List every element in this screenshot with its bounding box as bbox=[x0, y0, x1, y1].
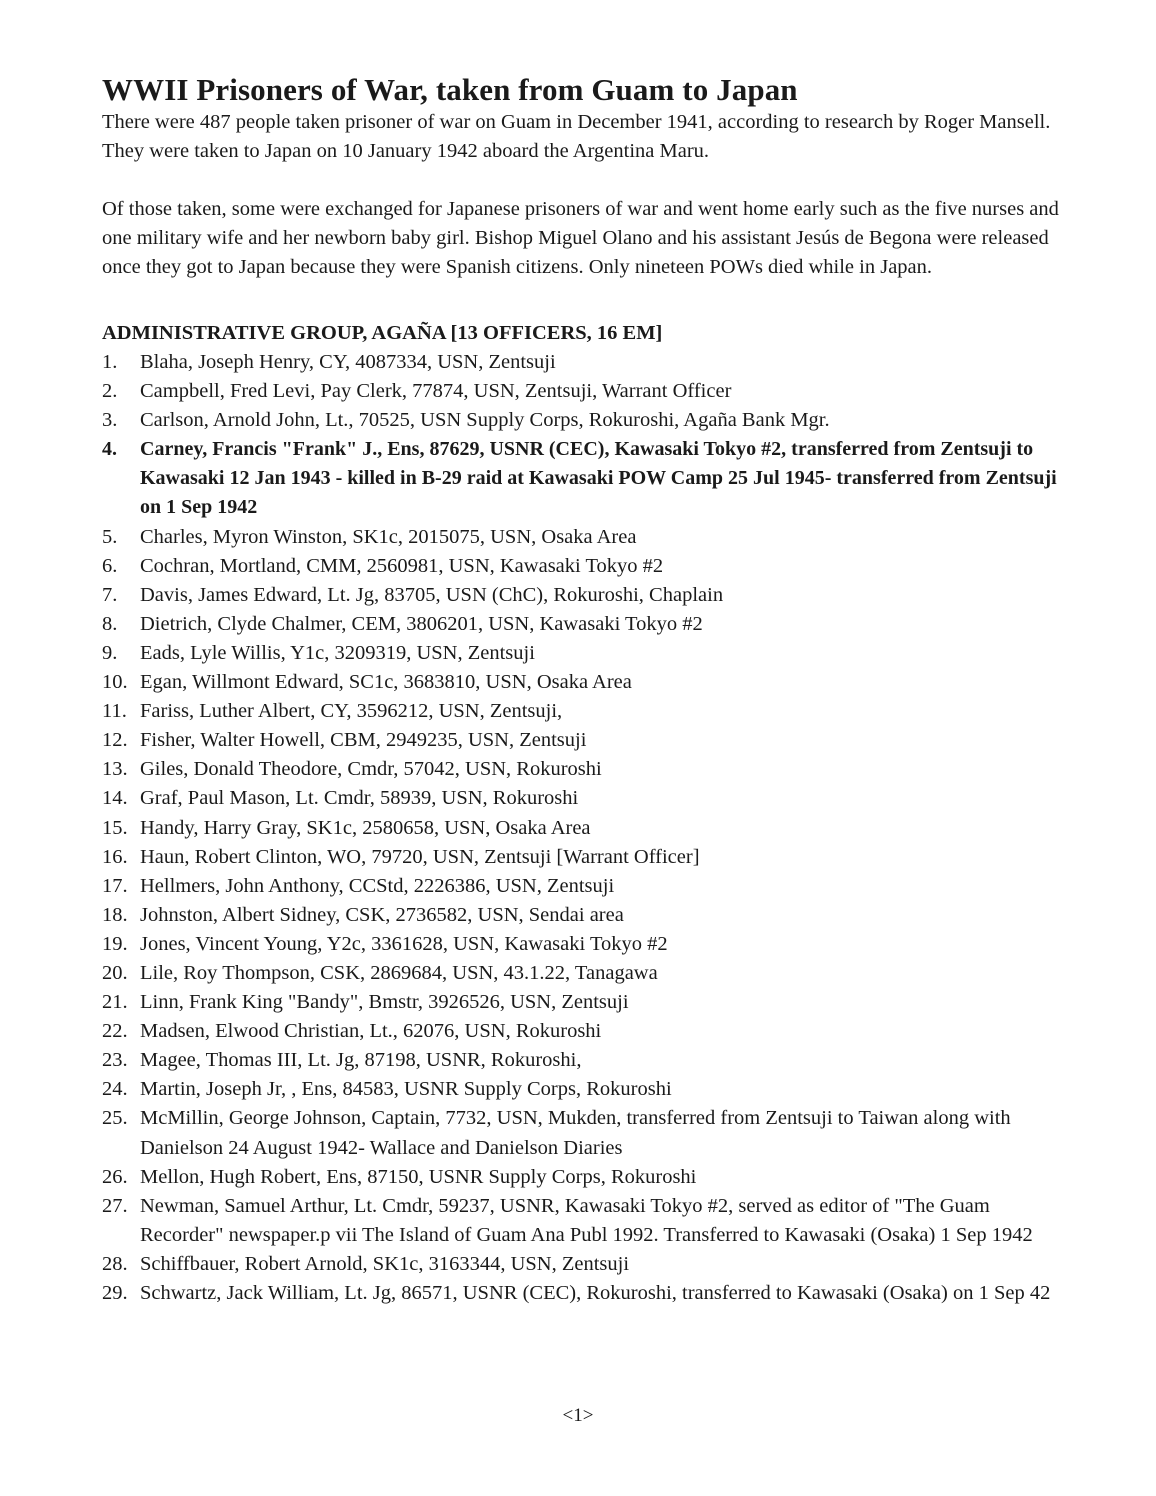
list-item-text: Carlson, Arnold John, Lt., 70525, USN Supply Corps, Rokuroshi, Agaña Bank Mgr. bbox=[140, 409, 830, 432]
list-item-number: 5. bbox=[102, 525, 118, 548]
list-item-number: 22. bbox=[102, 1020, 128, 1043]
list-item-text: Carney, Francis "Frank" J., Ens, 87629, USNR (CEC), Kawasaki Tokyo #2, transferred from Zentsuji to Kawasaki 12 Jan 1943 - killed in B-29 raid at Kawasaki POW Camp 25 Jul 1945- transferred from Zentsuji on 1 Sep 1942 bbox=[140, 438, 1057, 519]
list-item bbox=[102, 930, 1062, 959]
list-item-number: 21. bbox=[102, 991, 128, 1014]
page-title: WWII Prisoners of War, taken from Guam to Japan bbox=[102, 72, 798, 107]
list-item bbox=[102, 784, 1062, 813]
list-item bbox=[102, 610, 1062, 639]
list-item bbox=[102, 1163, 1062, 1192]
list-item-number: 9. bbox=[102, 641, 118, 664]
list-item-text: Fisher, Walter Howell, CBM, 2949235, USN, Zentsuji bbox=[140, 729, 587, 752]
list-item-text: McMillin, George Johnson, Captain, 7732, USN, Mukden, transferred from Zentsuji to Taiwan along with Danielson 24 August 1942- Wallace and Danielson Diaries bbox=[140, 1107, 1011, 1159]
list-item-text: Mellon, Hugh Robert, Ens, 87150, USNR Supply Corps, Rokuroshi bbox=[140, 1165, 697, 1188]
list-item bbox=[102, 755, 1062, 784]
list-item bbox=[102, 1017, 1062, 1046]
list-item-text: Davis, James Edward, Lt. Jg, 83705, USN (ChC), Rokuroshi, Chaplain bbox=[140, 583, 724, 606]
list-item-text: Dietrich, Clyde Chalmer, CEM, 3806201, USN, Kawasaki Tokyo #2 bbox=[140, 612, 703, 635]
list-item bbox=[102, 1046, 1062, 1075]
intro-paragraph-1: There were 487 people taken prisoner of war on Guam in December 1941, according to research by Roger Mansell. They were taken to Japan on 10 January 1942 aboard the Argentina Maru. bbox=[102, 111, 1051, 162]
list-item-text: Haun, Robert Clinton, WO, 79720, USN, Zentsuji [Warrant Officer] bbox=[140, 845, 700, 868]
list-item-number: 24. bbox=[102, 1078, 128, 1101]
list-item-text: Madsen, Elwood Christian, Lt., 62076, USN, Rokuroshi bbox=[140, 1020, 602, 1043]
intro-paragraph-2: Of those taken, some were exchanged for Japanese prisoners of war and went home early such as the five nurses and one military wife and her newborn baby girl. Bishop Miguel Olano and his assistant Jesús de Begona were released once they got to Japan because they were Spanish citizens. Only nineteen POWs died while in Japan. bbox=[102, 198, 1059, 278]
document-page bbox=[102, 72, 1062, 1308]
list-item-text: Schiffbauer, Robert Arnold, SK1c, 3163344, USN, Zentsuji bbox=[140, 1252, 630, 1275]
list-item-text: Magee, Thomas III, Lt. Jg, 87198, USNR, Rokuroshi, bbox=[140, 1049, 582, 1072]
list-item-text: Jones, Vincent Young, Y2c, 3361628, USN, Kawasaki Tokyo #2 bbox=[140, 932, 668, 955]
list-item-text: Giles, Donald Theodore, Cmdr, 57042, USN, Rokuroshi bbox=[140, 758, 602, 781]
list-item bbox=[102, 552, 1062, 581]
list-item bbox=[102, 1192, 1062, 1250]
list-item-text: Charles, Myron Winston, SK1c, 2015075, USN, Osaka Area bbox=[140, 525, 637, 548]
section-heading: ADMINISTRATIVE GROUP, AGAÑA [13 OFFICERS, 16 EM] bbox=[102, 322, 663, 344]
list-item bbox=[102, 726, 1062, 755]
list-item-number: 1. bbox=[102, 351, 118, 373]
list-item-number: 27. bbox=[102, 1194, 128, 1217]
prisoner-list bbox=[102, 348, 1062, 1308]
list-item-text: Linn, Frank King "Bandy", Bmstr, 3926526, USN, Zentsuji bbox=[140, 991, 629, 1014]
list-item bbox=[102, 697, 1062, 726]
list-item-text: Cochran, Mortland, CMM, 2560981, USN, Kawasaki Tokyo #2 bbox=[140, 554, 664, 577]
list-item bbox=[102, 581, 1062, 610]
list-item-number: 29. bbox=[102, 1282, 128, 1304]
list-item-number: 15. bbox=[102, 816, 128, 839]
list-item-number: 7. bbox=[102, 583, 118, 606]
list-item-number: 8. bbox=[102, 612, 118, 635]
list-item-text: Hellmers, John Anthony, CCStd, 2226386, USN, Zentsuji bbox=[140, 874, 615, 897]
list-item-number: 20. bbox=[102, 961, 128, 984]
list-item bbox=[102, 872, 1062, 901]
list-item-number: 28. bbox=[102, 1252, 128, 1275]
list-item-number: 11. bbox=[102, 700, 127, 723]
list-item-text: Graf, Paul Mason, Lt. Cmdr, 58939, USN, Rokuroshi bbox=[140, 787, 579, 810]
list-item-number: 23. bbox=[102, 1049, 128, 1072]
list-item-number: 19. bbox=[102, 932, 128, 955]
list-item-text: Eads, Lyle Willis, Y1c, 3209319, USN, Zentsuji bbox=[140, 641, 535, 664]
list-item-number: 2. bbox=[102, 380, 118, 403]
list-item-text: Campbell, Fred Levi, Pay Clerk, 77874, USN, Zentsuji, Warrant Officer bbox=[140, 380, 732, 403]
list-item-number: 13. bbox=[102, 758, 128, 781]
list-item bbox=[102, 814, 1062, 843]
list-item bbox=[102, 1279, 1062, 1308]
list-item bbox=[102, 1104, 1062, 1162]
list-item-number: 26. bbox=[102, 1165, 128, 1188]
list-item bbox=[102, 377, 1062, 406]
list-item-text: Fariss, Luther Albert, CY, 3596212, USN, Zentsuji, bbox=[140, 700, 563, 723]
list-item bbox=[102, 843, 1062, 872]
list-item-number: 14. bbox=[102, 787, 128, 810]
list-item-number: 6. bbox=[102, 554, 118, 577]
list-item-number: 3. bbox=[102, 409, 118, 432]
list-item-text: Johnston, Albert Sidney, CSK, 2736582, USN, Sendai area bbox=[140, 903, 624, 926]
list-item-number: 18. bbox=[102, 903, 128, 926]
list-item-number: 25. bbox=[102, 1107, 128, 1130]
list-item bbox=[102, 1075, 1062, 1104]
list-item bbox=[102, 901, 1062, 930]
list-item-number: 17. bbox=[102, 874, 128, 897]
list-item-text: Newman, Samuel Arthur, Lt. Cmdr, 59237, USNR, Kawasaki Tokyo #2, served as editor of "The Guam Recorder" newspaper.p vii The Island of Guam Ana Publ 1992. Transferred to Kawasaki (Osaka) 1 Sep 1942 bbox=[140, 1194, 1033, 1246]
list-item-text: Egan, Willmont Edward, SC1c, 3683810, USN, Osaka Area bbox=[140, 671, 632, 694]
list-item-number: 12. bbox=[102, 729, 128, 752]
list-item bbox=[102, 959, 1062, 988]
list-item-text: Handy, Harry Gray, SK1c, 2580658, USN, Osaka Area bbox=[140, 816, 591, 839]
list-item-number: 10. bbox=[102, 671, 128, 694]
list-item bbox=[102, 1250, 1062, 1279]
list-item bbox=[102, 406, 1062, 435]
list-item-text: Blaha, Joseph Henry, CY, 4087334, USN, Zentsuji bbox=[140, 351, 556, 373]
list-item bbox=[102, 988, 1062, 1017]
list-item bbox=[102, 639, 1062, 668]
list-item bbox=[102, 348, 1062, 377]
list-item-highlighted bbox=[102, 435, 1062, 522]
list-item-number: 16. bbox=[102, 845, 128, 868]
list-item-text: Schwartz, Jack William, Lt. Jg, 86571, USNR (CEC), Rokuroshi, transferred to Kawasaki (Osaka) on 1 Sep 42 bbox=[140, 1282, 1051, 1304]
list-item bbox=[102, 668, 1062, 697]
list-item bbox=[102, 523, 1062, 552]
page-number: <1> bbox=[562, 1405, 594, 1426]
list-item-text: Lile, Roy Thompson, CSK, 2869684, USN, 43.1.22, Tanagawa bbox=[140, 961, 658, 984]
list-item-number: 4. bbox=[102, 438, 117, 461]
list-item-text: Martin, Joseph Jr, , Ens, 84583, USNR Supply Corps, Rokuroshi bbox=[140, 1078, 672, 1101]
